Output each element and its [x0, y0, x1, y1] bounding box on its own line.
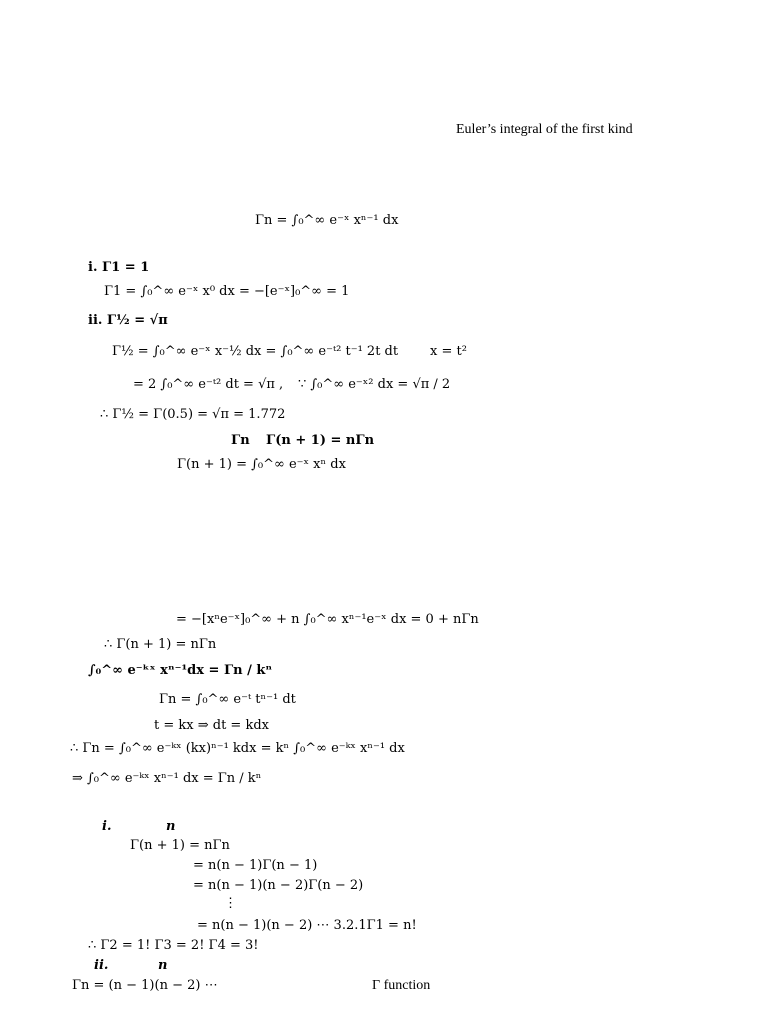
recurrence-title-gamma: Γn: [231, 433, 250, 448]
factorial-label-i: i.: [102, 819, 112, 834]
factorial-step4: = n(n − 1)(n − 2) ⋯ 3.2.1Γ1 = n!: [197, 918, 417, 933]
recurrence-step1: Γ(n + 1) = ∫₀^∞ e⁻ˣ xⁿ dx: [177, 457, 346, 472]
recurrence-step2: = −[xⁿe⁻ˣ]₀^∞ + n ∫₀^∞ xⁿ⁻¹e⁻ˣ dx = 0 + nΓn: [176, 612, 479, 627]
gamma-function-caption: Γ function: [372, 978, 431, 993]
factorial-step3: = n(n − 1)(n − 2)Γ(n − 2): [193, 878, 364, 893]
property-ii-substitution: x = t²: [430, 344, 467, 359]
property-ii-because: ∵ ∫₀^∞ e⁻ˣ² dx = √π / 2: [298, 377, 451, 392]
property-ii-result: ∴ Γ½ = Γ(0.5) = √π = 1.772: [100, 407, 286, 422]
property-i-title: i. Γ1 = 1: [88, 260, 150, 275]
section-heading: Euler’s integral of the first kind: [456, 122, 633, 137]
factorial-n-i: n: [166, 819, 176, 834]
factorial-step1: Γ(n + 1) = nΓn: [130, 838, 230, 853]
scaled-integral-step1: Γn = ∫₀^∞ e⁻ᵗ tⁿ⁻¹ dt: [159, 692, 296, 707]
property-i-proof: Γ1 = ∫₀^∞ e⁻ˣ x⁰ dx = −[e⁻ˣ]₀^∞ = 1: [104, 284, 350, 299]
property-ii-step1: Γ½ = ∫₀^∞ e⁻ˣ x⁻½ dx = ∫₀^∞ e⁻ᵗ² t⁻¹ 2t dt: [112, 344, 399, 359]
recurrence-title-formula: Γ(n + 1) = nΓn: [266, 433, 375, 448]
property-ii-title: ii. Γ½ = √π: [88, 313, 168, 328]
scaled-integral-step2: t = kx ⇒ dt = kdx: [154, 718, 269, 733]
recurrence-result: ∴ Γ(n + 1) = nΓn: [104, 637, 217, 652]
factorial-dots: ⋮: [224, 896, 237, 911]
property-ii-step2: = 2 ∫₀^∞ e⁻ᵗ² dt = √π ,: [133, 377, 284, 392]
factorial-last: Γn = (n − 1)(n − 2) ⋯: [72, 978, 218, 993]
factorial-label-ii: ii.: [94, 958, 109, 973]
factorial-step2: = n(n − 1)Γ(n − 1): [193, 858, 318, 873]
scaled-integral-title: ∫₀^∞ e⁻ᵏˣ xⁿ⁻¹dx = Γn / kⁿ: [88, 663, 273, 678]
factorial-examples: ∴ Γ2 = 1! Γ3 = 2! Γ4 = 3!: [88, 938, 259, 953]
scaled-integral-step3: ∴ Γn = ∫₀^∞ e⁻ᵏˣ (kx)ⁿ⁻¹ kdx = kⁿ ∫₀^∞ e⁻ᵏˣ xⁿ⁻¹ dx: [70, 741, 405, 756]
gamma-definition: Γn = ∫₀^∞ e⁻ˣ xⁿ⁻¹ dx: [255, 213, 399, 228]
scaled-integral-step4: ⇒ ∫₀^∞ e⁻ᵏˣ xⁿ⁻¹ dx = Γn / kⁿ: [72, 771, 262, 786]
factorial-n-ii: n: [158, 958, 168, 973]
